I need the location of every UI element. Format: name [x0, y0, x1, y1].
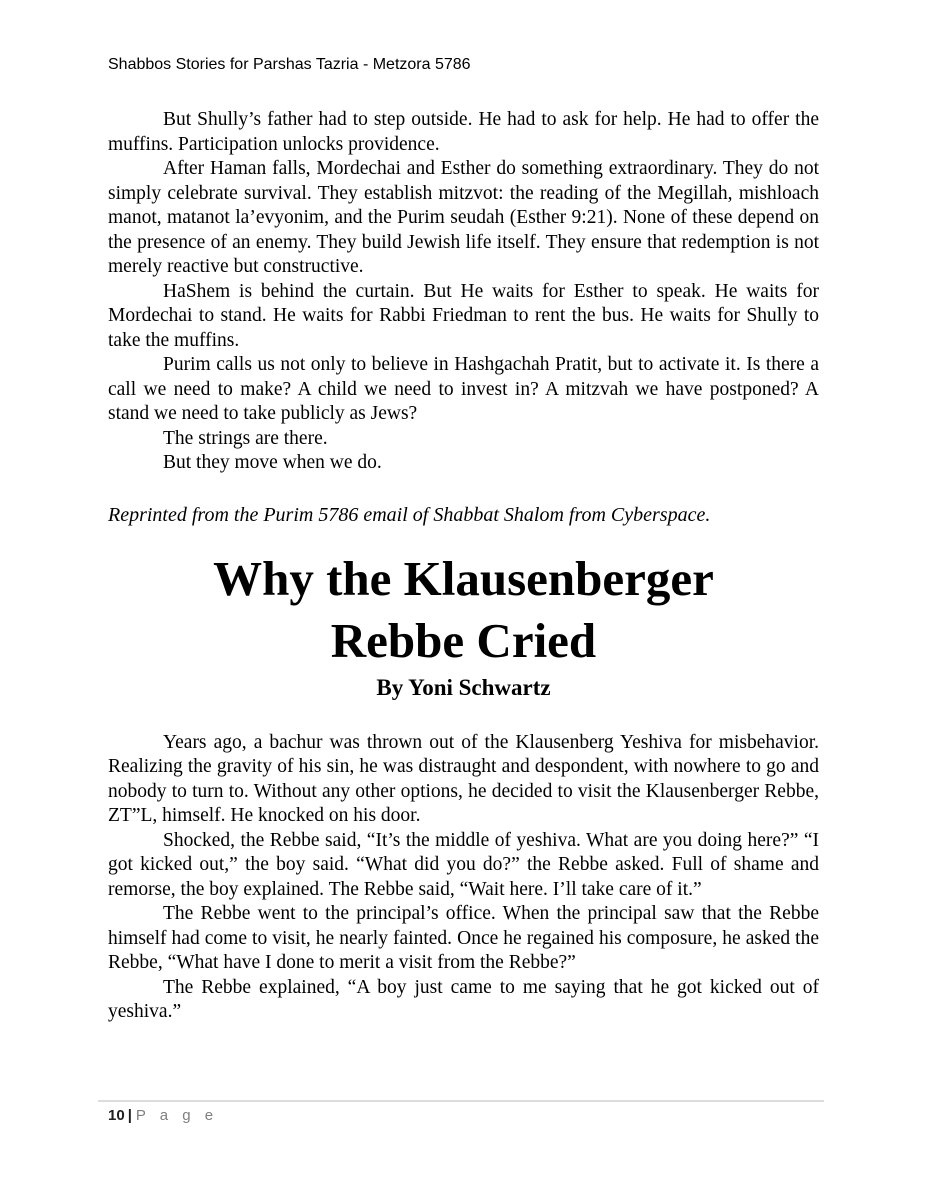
paragraph: After Haman falls, Mordechai and Esther do something extraordinary. They do not simply celebrate survival. They establish mitzvot: the reading of the Megillah, mishloach manot, matanot la’evyonim, and the Purim seudah (Esther 9:21). None of these depend on the presence of an enemy. They build Jewish life itself. They ensure that redemption is not merely reactive but constructive. — [108, 158, 819, 277]
paragraph: The strings are there. — [163, 427, 328, 449]
paragraph: The Rebbe explained, “A boy just came to me saying that he got kicked out of yeshiva.” — [108, 976, 819, 1022]
paragraph: But Shully’s father had to step outside. He had to ask for help. He had to offer the muffins. Participation unlocks providence. — [108, 109, 819, 155]
page-footer — [108, 1107, 218, 1125]
page-header-title: Shabbos Stories for Parshas Tazria - Metzora 5786 — [108, 56, 471, 73]
footer-divider-line — [98, 1100, 824, 1102]
paragraph: HaShem is behind the curtain. But He waits for Esther to speak. He waits for Mordechai to stand. He waits for Rabbi Friedman to rent the bus. He waits for Shully to take the muffins. — [108, 280, 819, 351]
article-byline: By Yoni Schwartz — [376, 674, 551, 700]
reprint-attribution: Reprinted from the Purim 5786 email of Shabbat Shalom from Cyberspace. — [108, 503, 711, 526]
paragraph: Shocked, the Rebbe said, “It’s the middle of yeshiva. What are you doing here?” “I got kicked out,” the boy said. “What did you do?” the Rebbe asked. Full of shame and remorse, the boy explained. The Rebbe said, “Wait here. I’ll take care of it.” — [108, 829, 819, 900]
paragraph: Years ago, a bachur was thrown out of the Klausenberg Yeshiva for misbehavior. Realizing the gravity of his sin, he was distraught and despondent, with nowhere to go and nobody to turn to. Without any other options, he decided to visit the Klausenberger Rebbe, ZT”L, himself. He knocked on his door. — [108, 731, 819, 826]
footer-page-number: 10 — [108, 1107, 125, 1124]
paragraph: The Rebbe went to the principal’s office. When the principal saw that the Rebbe himself had come to visit, he nearly fainted. Once he regained his composure, he asked the Rebbe, “What have I done to merit a visit from the Rebbe?” — [108, 903, 819, 973]
footer-page-label: P a g e — [135, 1107, 219, 1124]
footer-separator: | — [127, 1107, 132, 1124]
paragraph: But they move when we do. — [163, 452, 382, 473]
page-content — [108, 108, 819, 1025]
article-title: Why the Klausenberger Rebbe Cried — [213, 550, 714, 668]
paragraph: Purim calls us not only to believe in Hashgachah Pratit, but to activate it. Is there a call we need to make? A child we need to invest in? A mitzvah we have postponed? A stand we need to take publicly as Jews? — [108, 354, 819, 424]
